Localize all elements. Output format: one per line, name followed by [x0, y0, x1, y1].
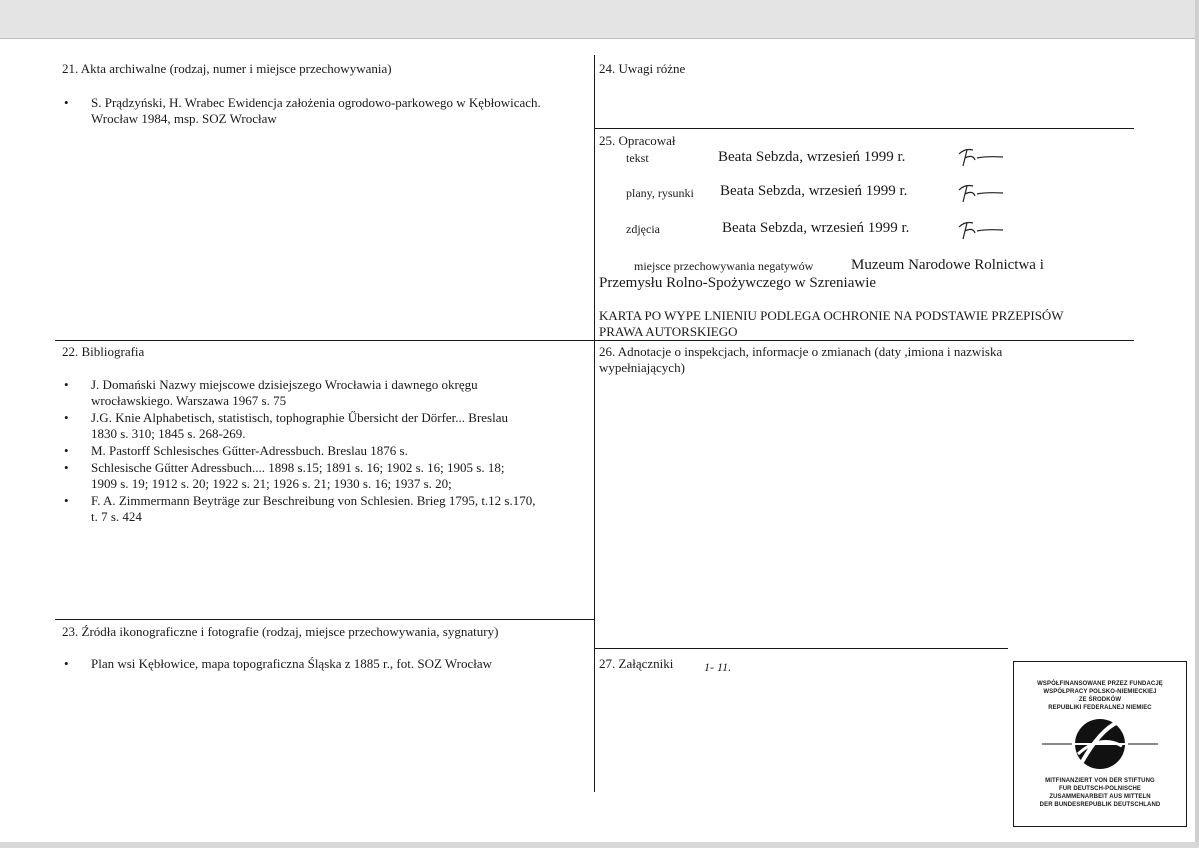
section-21-list — [62, 95, 592, 128]
sponsor-text-line: REPUBLIKI FEDERALNEJ NIEMIEC — [1048, 705, 1152, 711]
section-22-title: 22. Bibliografia — [62, 344, 145, 359]
rule-26-27 — [594, 648, 1008, 649]
negatives-storage-label: miejsce przechowywania negatywów — [634, 259, 814, 273]
list-item: • S. Prądzyński, H. Wrabec Ewidencja założenia ogrodowo-parkowego w Kębłowicach. Wrocław 1984, msp. SOZ Wrocław — [64, 95, 541, 126]
list-item: • F. A. Zimmermann Beyträge zur Beschreibung von Schlesien. Brieg 1795, t.12 s.170, t. 7 s. 424 — [64, 493, 536, 524]
list-item: • Plan wsi Kębłowice, mapa topograficzna Śląska z 1885 r., fot. SOZ Wrocław — [64, 656, 493, 671]
list-item: • Schlesische Gűtter Adressbuch.... 1898 s.15; 1891 s. 16; 1902 s. 16; 1905 s. 18; 1909 s. 19; 1912 s. 20; 1922 s. 21; 1926 s. 21; 1930 s. 16; 1937 s. 20; — [64, 460, 505, 491]
sponsor-text-pl — [1014, 680, 1186, 712]
list-item-line: 1830 s. 310; 1845 s. 268-269. — [91, 426, 246, 441]
author-row-label: zdjęcia — [626, 222, 660, 236]
section-23-title: 23. Źródła ikonograficzne i fotografie (rodzaj, miejsce przechowywania, sygnatury) — [62, 624, 499, 639]
section-26-title-line1: 26. Adnotacje o inspekcjach, informacje o zmianach (daty ,imiona i nazwiska — [599, 344, 1003, 359]
section-24-title: 24. Uwagi różne — [599, 61, 686, 76]
author-row-value: Beata Sebzda, wrzesień 1999 r. — [722, 220, 910, 236]
section-25-title: 25. Opracował — [599, 133, 676, 148]
list-item-line: Schlesische Gűtter Adressbuch.... 1898 s.15; 1891 s. 16; 1902 s. 16; 1905 s. 18; — [91, 460, 505, 475]
list-item-line: J.G. Knie Alphabetisch, statistisch, tophographie Űbersicht der Dörfer... Breslau — [91, 410, 508, 425]
signature-image — [955, 142, 1009, 170]
sponsor-text-line: WSPÓŁFINANSOWANE PRZEZ FUNDACJĘ — [1037, 681, 1163, 687]
author-row-label: tekst — [626, 151, 649, 165]
sponsor-text-de — [1014, 777, 1186, 809]
section-23-list — [62, 656, 592, 673]
section-22-list — [62, 377, 592, 526]
section-26-title-line2: wypełniających) — [599, 360, 685, 375]
rule-22-23 — [55, 619, 594, 620]
author-row-label: plany, rysunki — [626, 186, 694, 200]
copyright-notice-line1: KARTA PO WYPE LNIENIU PODLEGA OCHRONIE NA PODSTAWIE PRZEPISÓW — [599, 308, 1064, 323]
rule-24-25 — [594, 128, 1134, 129]
list-item-line: 1909 s. 19; 1912 s. 20; 1922 s. 21; 1926 s. 21; 1930 s. 16; 1937 s. 20; — [91, 476, 452, 491]
sponsor-text-line: FUR DEUTSCH-POLNISCHE — [1058, 786, 1142, 792]
signature-image — [955, 215, 1009, 243]
negatives-storage-value-line1: Muzeum Narodowe Rolnictwa i — [851, 257, 1044, 273]
negatives-storage-value-line2: Przemysłu Rolno-Spożywczego w Szreniawie — [599, 275, 877, 291]
rule-21-22 — [55, 340, 1134, 341]
copyright-notice-line2: PRAWA AUTORSKIEGO — [599, 324, 738, 339]
list-item-line: wrocławskiego. Warszawa 1967 s. 75 — [91, 393, 287, 408]
list-item-line: J. Domański Nazwy miejscowe dzisiejszego Wrocławia i dawnego okręgu — [91, 377, 478, 392]
section-27-title: 27. Załączniki — [599, 656, 674, 671]
sponsor-text-line: ZUSAMMENARBEIT AUS MITTELN — [1049, 794, 1151, 800]
list-item-line: Plan wsi Kębłowice, mapa topograficzna Śląska z 1885 r., fot. SOZ Wrocław — [91, 656, 493, 671]
author-row-value: Beata Sebzda, wrzesień 1999 r. — [720, 183, 908, 199]
sponsor-text-line: MITFINANZIERT VON DER STIFTUNG — [1045, 778, 1155, 784]
sponsor-text-line: ZE ŚRODKÓW — [1078, 697, 1122, 703]
list-item-line: S. Prądzyński, H. Wrabec Ewidencja założenia ogrodowo-parkowego w Kębłowicach. — [91, 95, 541, 110]
sponsor-text-line: WSPÓŁPRACY POLSKO-NIEMIECKIEJ — [1043, 689, 1157, 695]
list-item: • J. Domański Nazwy miejscowe dzisiejszego Wrocławia i dawnego okręgu wrocławskiego. Warszawa 1967 s. 75 — [64, 377, 478, 408]
center-divider — [594, 55, 595, 792]
list-item-line: M. Pastorff Schlesisches Gűtter-Adressbuch. Breslau 1876 s. — [91, 443, 408, 458]
scan-top-edge — [0, 0, 1199, 39]
list-item-line: F. A. Zimmermann Beyträge zur Beschreibung von Schlesien. Brieg 1795, t.12 s.170, — [91, 493, 536, 508]
foundation-emblem-icon — [1042, 718, 1158, 770]
sponsor-text-line: DER BUNDESREPUBLIK DEUTSCHLAND — [1039, 802, 1161, 808]
list-item-line: t. 7 s. 424 — [91, 509, 142, 524]
list-item: • J.G. Knie Alphabetisch, statistisch, tophographie Űbersicht der Dörfer... Breslau 1830 s. 310; 1845 s. 268-269. — [64, 410, 508, 441]
section-21-title: 21. Akta archiwalne (rodzaj, numer i miejsce przechowywania) — [62, 61, 392, 76]
list-item-line: Wrocław 1984, msp. SOZ Wrocław — [91, 111, 277, 126]
attachments-handwritten-note: 1- 11. — [704, 660, 732, 674]
author-row-value: Beata Sebzda, wrzesień 1999 r. — [718, 149, 906, 165]
list-item: • M. Pastorff Schlesisches Gűtter-Adressbuch. Breslau 1876 s. — [64, 443, 408, 458]
scan-bottom-edge — [0, 842, 1199, 848]
sponsor-logo — [1013, 661, 1187, 827]
scan-right-edge — [1195, 0, 1199, 848]
signature-image — [955, 178, 1009, 206]
